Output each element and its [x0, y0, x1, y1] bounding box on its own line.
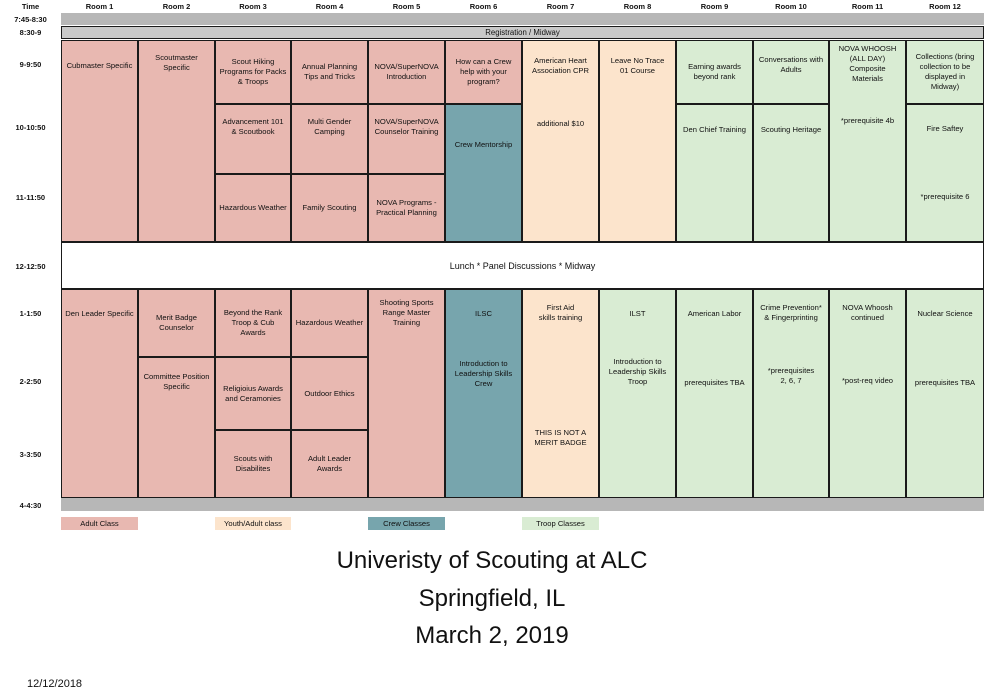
end-gray-bar	[61, 498, 984, 511]
session-scouts-disabilities: Scouts with Disabilites	[215, 430, 291, 498]
legend-crew-classes: Crew Classes	[368, 517, 445, 530]
session-american-heart-cpr-title: American Heart Association CPR	[532, 56, 589, 75]
footer-date: 12/12/2018	[27, 678, 83, 690]
session-family-scouting: Family Scouting	[291, 174, 368, 242]
session-annual-planning: Annual Planning Tips and Tricks	[291, 40, 368, 104]
legend-troop-classes: Troop Classes	[522, 517, 599, 530]
session-nuclear-science	[906, 289, 984, 498]
session-nova-whoosh-continued-title: NOVA Whoosh continued	[842, 303, 893, 322]
session-adult-leader-awards: Adult Leader Awards	[291, 430, 368, 498]
session-crew-help: How can a Crew help with your program?	[445, 40, 522, 104]
session-nuclear-science-title: Nuclear Science	[917, 309, 973, 318]
session-hazardous-weather-pm: Hazardous Weather	[291, 289, 368, 357]
session-nuclear-science-note: prerequisites TBA	[914, 377, 976, 387]
session-nova-whoosh-continued	[829, 289, 906, 498]
session-fire-safety-title: Fire Saftey	[926, 124, 964, 133]
session-den-chief-training: Den Chief Training	[676, 104, 753, 242]
session-multi-gender-camping: Multi Gender Camping	[291, 104, 368, 174]
legend-youth-adult-class: Youth/Adult class	[215, 517, 291, 530]
session-beyond-the-rank: Beyond the Rank Troop & Cub Awards	[215, 289, 291, 357]
room-header-8: Room 8	[623, 2, 652, 11]
room-header-12: Room 12	[929, 2, 961, 11]
session-leave-no-trace: Leave No Trace 01 Course	[599, 40, 676, 242]
session-american-heart-cpr	[522, 40, 599, 242]
session-nova-whoosh	[829, 40, 906, 242]
session-scout-hiking: Scout Hiking Programs for Packs & Troops	[215, 40, 291, 104]
event-location: Springfield, IL	[418, 585, 566, 612]
registration-row: Registration / Midway	[61, 26, 984, 39]
room-header-3: Room 3	[239, 2, 267, 11]
time-slot: 2-2:50	[19, 377, 42, 386]
session-ilst-title: ILST	[629, 309, 646, 318]
room-header-6: Room 6	[469, 2, 498, 11]
session-collections: Collections (bring collection to be displayed in Midway)	[906, 40, 984, 104]
session-religious-awards: Religioius Awards and Ceramonies	[215, 357, 291, 430]
event-date: March 2, 2019	[415, 622, 569, 649]
room-header-10: Room 10	[775, 2, 807, 11]
session-american-labor-title: American Labor	[687, 309, 742, 318]
session-hazardous-weather-am: Hazardous Weather	[215, 174, 291, 242]
session-ilsc	[445, 289, 522, 498]
session-nova-counselor-training: NOVA/SuperNOVA Counselor Training	[368, 104, 445, 174]
session-merit-badge-counselor: Merit Badge Counselor	[138, 289, 215, 357]
time-slot: 7:45-8:30	[14, 15, 47, 24]
room-header-11: Room 11	[851, 2, 884, 11]
session-crime-prevention	[753, 289, 829, 498]
room-header-7: Room 7	[546, 2, 575, 11]
session-crew-mentorship: Crew Mentorship	[445, 104, 522, 242]
session-american-heart-cpr-note: additional $10	[536, 118, 585, 128]
session-scoutmaster-specific: Scoutmaster Specific	[138, 40, 215, 242]
time-header: Time	[21, 2, 40, 11]
session-ilsc-description: Introduction to Leadership Skills Crew	[454, 358, 513, 388]
room-header-4: Room 4	[315, 2, 344, 11]
time-slot: 9-9:50	[19, 60, 42, 69]
time-slot: 3-3:50	[19, 450, 42, 459]
session-fire-safety	[906, 104, 984, 242]
session-nova-introduction: NOVA/SuperNOVA Introduction	[368, 40, 445, 104]
session-conversations-adults: Conversations with Adults	[753, 40, 829, 104]
session-american-labor-note: prerequisites TBA	[684, 377, 745, 387]
session-outdoor-ethics: Outdoor Ethics	[291, 357, 368, 430]
early-gray-bar	[61, 13, 984, 25]
session-ilsc-title: ILSC	[475, 309, 492, 318]
room-header-1: Room 1	[85, 2, 114, 11]
session-first-aid-note: THIS IS NOT A MERIT BADGE	[534, 427, 587, 447]
room-header-2: Room 2	[162, 2, 191, 11]
session-shooting-sports: Shooting Sports Range Master Training	[368, 289, 445, 498]
session-committee-position: Committee Position Specific	[138, 357, 215, 498]
time-slot: 11-11:50	[15, 193, 46, 202]
session-nova-whoosh-title: NOVA WHOOSH (ALL DAY) Composite Materials	[838, 44, 897, 83]
session-first-aid	[522, 289, 599, 498]
session-ilst	[599, 289, 676, 498]
session-earning-awards: Earning awards beyond rank	[676, 40, 753, 104]
time-slot: 1-1:50	[19, 309, 42, 318]
time-slot: 12-12:50	[15, 262, 46, 271]
session-first-aid-title: First Aid skills training	[538, 303, 583, 322]
session-nova-whoosh-note: *prerequisite 4b	[840, 116, 895, 126]
lunch-row: Lunch * Panel Discussions * Midway	[61, 242, 984, 289]
event-title: Univeristy of Scouting at ALC	[336, 547, 648, 574]
time-slot: 8:30-9	[19, 28, 42, 37]
session-nova-programs: NOVA Programs - Practical Planning	[368, 174, 445, 242]
room-header-5: Room 5	[392, 2, 421, 11]
session-scouting-heritage: Scouting Heritage	[753, 104, 829, 242]
session-ilst-description: Introduction to Leadership Skills Troop	[608, 356, 667, 386]
session-crime-prevention-title: Crime Prevention* & Fingerprinting	[760, 303, 822, 322]
session-nova-whoosh-continued-note: *post-req video	[841, 375, 894, 385]
session-advancement-101: Advancement 101 & Scoutbook	[215, 104, 291, 174]
time-slot: 10-10:50	[15, 123, 46, 132]
time-slot: 4-4:30	[19, 501, 42, 510]
room-header-9: Room 9	[700, 2, 729, 11]
session-american-labor	[676, 289, 753, 498]
session-cubmaster-specific: Cubmaster Specific	[61, 40, 138, 242]
legend-adult-class: Adult Class	[61, 517, 138, 530]
session-fire-safety-note: *prerequisite 6	[920, 191, 970, 201]
session-crime-prevention-note: *prerequisites 2, 6, 7	[767, 365, 815, 385]
session-den-leader-specific: Den Leader Specific	[61, 289, 138, 498]
